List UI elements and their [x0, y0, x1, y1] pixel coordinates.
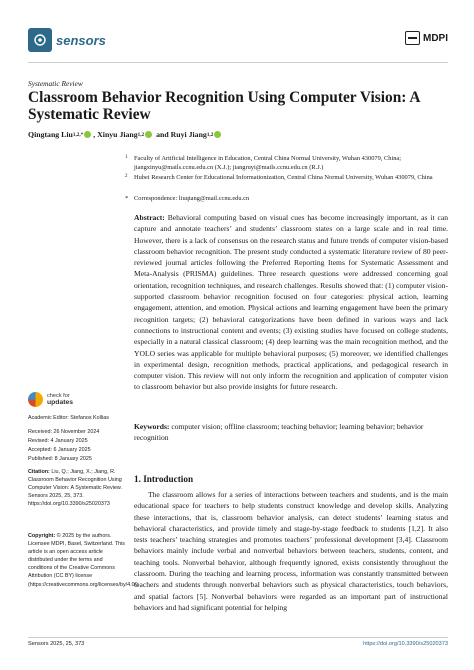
author-sup: 1,2,*: [72, 131, 84, 138]
citation-text: Liu, Q.; Jiang, X.; Jiang, R. Classroom Behavior Recognition Using Computer Vision: A Systematic Review. Sensors 2025, 25, 373. https://doi.org/10.3390/s25020373: [28, 469, 122, 508]
affiliation: [125, 155, 446, 172]
publisher-logo[interactable]: [405, 31, 448, 45]
abstract-text: Behavioral computing based on visual cues has become increasingly important, as it can capture and annotate teachers’ and students’ classroom states on a large scale and in real time. However, there is a lack of consensus on the research status and future trends of computer vision-based classroom behavior recognition. The present study conducted a systematic literature review of 80 peer-reviewed journal articles following the Preferred Reporting Items for Systematic Assessment and Meta-Analysis (PRISMA) guidelines. Three research questions were addressed concerning goal orientation, recognition techniques, and research challenges. Results showed that: (1) computer vision-supported classroom behavior recognition focused on four categories: physical action, learning engagement, attention, and emotion. Physical actions and learning engagement have been the primary recognition targets; (2) behavioral categorizations have been defined in various ways and lack connections to instructional content and events; (3) existing studies have focused on college students, especially in a natural classical classroom; (4) deep learning was the main recognition method, and the YOLO series was applicable for multiple behavioral purposes; (5) moreover, we identified challenges in experimental design, recognition methods, practical applications, and pedagogical research in computer vision. This review will not only inform the recognition and application of computer vision to classroom behavior but also provide insights for future research.: [134, 213, 448, 392]
abstract: [134, 212, 448, 393]
journal-logo-icon: [28, 28, 52, 52]
copyright: [28, 532, 140, 589]
check-for-updates-badge[interactable]: [28, 392, 73, 407]
orcid-icon[interactable]: [214, 131, 221, 138]
section-title: Introduction: [143, 474, 194, 484]
correspondence-text[interactable]: Correspondence: liuqtang@mail.ccnu.edu.cn: [134, 195, 250, 202]
copyright-label: Copyright:: [28, 533, 56, 539]
correspondence: [125, 195, 446, 204]
authors-conjunction: and: [156, 130, 169, 139]
author-list: Qingtang Liu 1,2,* , Xinyu Jiang 1,2 and Ruyi Jiang 1,2: [28, 130, 223, 139]
publisher-name: MDPI: [423, 32, 448, 44]
publisher-logo-icon: [405, 31, 420, 45]
orcid-icon[interactable]: [84, 131, 91, 138]
copyright-text: © 2025 by the authors. Licensee MDPI, Basel, Switzerland. This article is an open access article distributed under the terms and conditions of the Creative Commons Attribution (CC BY) license (https://creativecommons.org/licenses/by/4.0/).: [28, 533, 140, 588]
affiliation-text: Faculty of Artificial Intelligence in Education, Central China Normal University, Wuhan 430079, China; jiangxinyu@mails.ccnu.edu.cn (X.J.); jiangruyi@mails.ccnu.edu.cn (R.J.): [134, 155, 402, 171]
article-type: Systematic Review: [28, 79, 83, 88]
updates-line1: check for: [47, 393, 70, 399]
affiliation: [125, 174, 446, 183]
journal-logo[interactable]: [28, 28, 106, 52]
affiliation-number: 1: [125, 155, 128, 160]
keywords-label: Keywords:: [134, 422, 170, 431]
keywords: [134, 421, 448, 444]
updates-line2: updates: [47, 398, 74, 406]
author-name[interactable]: Ruyi Jiang: [170, 130, 207, 139]
footer-divider: [28, 637, 448, 638]
date-accepted: Accepted: 6 January 2025: [28, 447, 91, 453]
citation-label: Citation:: [28, 469, 50, 475]
correspondence-mark: *: [125, 195, 129, 202]
author-sup: 1,2: [137, 131, 145, 138]
author-name[interactable]: Xinyu Jiang: [97, 130, 138, 139]
section-heading: [134, 474, 193, 484]
journal-name: sensors: [56, 32, 106, 48]
keywords-text: computer vision; offline classroom; teaching behavior; learning behavior; behavior recognition: [134, 422, 424, 443]
author-name[interactable]: Qingtang Liu: [28, 130, 73, 139]
body-paragraph: The classroom allows for a series of interactions between teachers and students, and is the main educational space for teachers to help students construct knowledge and develop skills. Analyzing these interactions, that is, classroom behavior analysis, can detect students’ learning status and behavioral characteristics, and provide timely and stage-by-stage feedback to students [1,2]. It also tests teachers’ teaching strategies and promotes teachers’ professional development [3,4]. Classroom behaviors mainly include verbal and nonverbal behaviors between teachers, students, content, and teaching tools. Nonverbal behavior, although frequently ignored, exists consistently throughout the classroom. During the teaching and learning process, information was constantly transmitted between teachers and students through nonverbal behaviors such as physical characteristics, touch behaviors, and spatial factors [5]. Nonverbal behaviors were regarded as an important part of instructional behaviors and had significant potential for helping: [134, 490, 448, 612]
footer-citation: Sensors 2025, 25, 373: [28, 641, 85, 647]
header-divider: [28, 62, 448, 63]
date-received: Received: 26 November 2024: [28, 429, 100, 435]
footer-doi-link[interactable]: https://doi.org/10.3390/s25020373: [363, 641, 448, 647]
affiliation-text: Hubei Research Center for Educational Informationization, Central China Normal University, Wuhan 430079, China: [134, 174, 433, 181]
page-title: Classroom Behavior Recognition Using Computer Vision: A Systematic Review: [28, 89, 420, 123]
date-revised: Revised: 4 January 2025: [28, 438, 88, 444]
orcid-icon[interactable]: [145, 131, 152, 138]
affiliation-number: 2: [125, 174, 128, 179]
author-sup: 1,2: [206, 131, 214, 138]
abstract-label: Abstract:: [134, 213, 165, 222]
academic-editor: Academic Editor: Stefanos Kollias: [28, 415, 109, 421]
check-for-updates-icon: [28, 392, 43, 407]
citation: [28, 468, 126, 508]
section-number: 1.: [134, 474, 141, 484]
date-published: Published: 8 January 2025: [28, 456, 92, 462]
